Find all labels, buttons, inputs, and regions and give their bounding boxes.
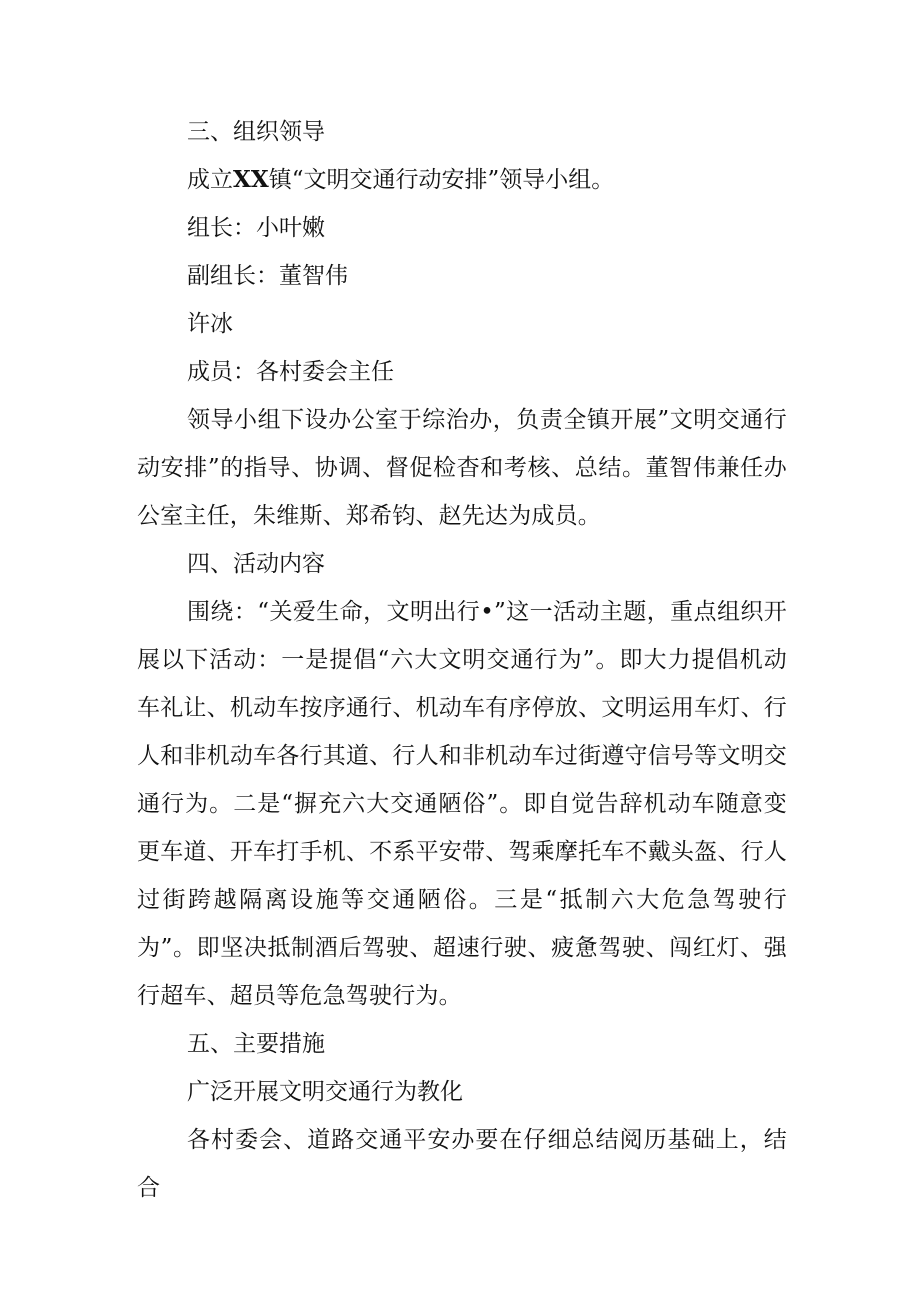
town-placeholder: XX (233, 166, 269, 193)
measure-paragraph: 各村委会、道路交通平安办要在仔细总结阅历基础上，结合 (137, 1127, 787, 1201)
document-body (137, 108, 787, 1212)
measure-heading: 广泛开展文明交通行为教化 (187, 1079, 463, 1105)
members-line: 成员：各村委会主任 (187, 359, 394, 385)
leader-line: 组长：小叶嫩 (187, 215, 325, 241)
section-heading-activities: 四、活动内容 (187, 551, 325, 577)
office-paragraph: 领导小组下设办公室于综治办，负责全镇开展”文明交通行动安排”的指导、协调、督促检杳和考核、总结。董智伟兼任办公室主任，朱维斯、郑希钧、赵先达为成员。 (137, 407, 787, 529)
section-heading-measures: 五、主要措施 (187, 1031, 325, 1057)
section-heading-organization: 三、组织领导 (187, 119, 325, 145)
deputy-member-line: 许冰 (187, 311, 233, 337)
activity-paragraph: 围绕：“关爱生命，文明出行•”这一活动主题，重点组织开展以下活动：一是提倡“六大文明交通行为”。即大力提倡机动车礼让、机动车按序通行、机动车有序停放、文明运用车灯、行人和非机动车各行其道、行人和非机动车过街遵守信号等文明交通行为。二是“摒充六大交通陋俗”。即自觉告辞机动车随意变更车道、开车打手机、不系平安带、驾乘摩托车不戴头盔、行人过街跨越隔离设施等交通陋俗。三是“抵制六大危急驾驶行为”。即坚决抵制酒后驾驶、超速行驶、疲惫驾驶、闯红灯、强行超车、超员等危急驾驶行为。 (137, 599, 787, 1009)
establish-suffix: 镇“文明交通行动安排”领导小组。 (268, 167, 615, 193)
deputy-leader-line: 副组长：董智伟 (187, 263, 348, 289)
establish-line (137, 156, 787, 204)
establish-prefix: 成立 (187, 167, 233, 193)
